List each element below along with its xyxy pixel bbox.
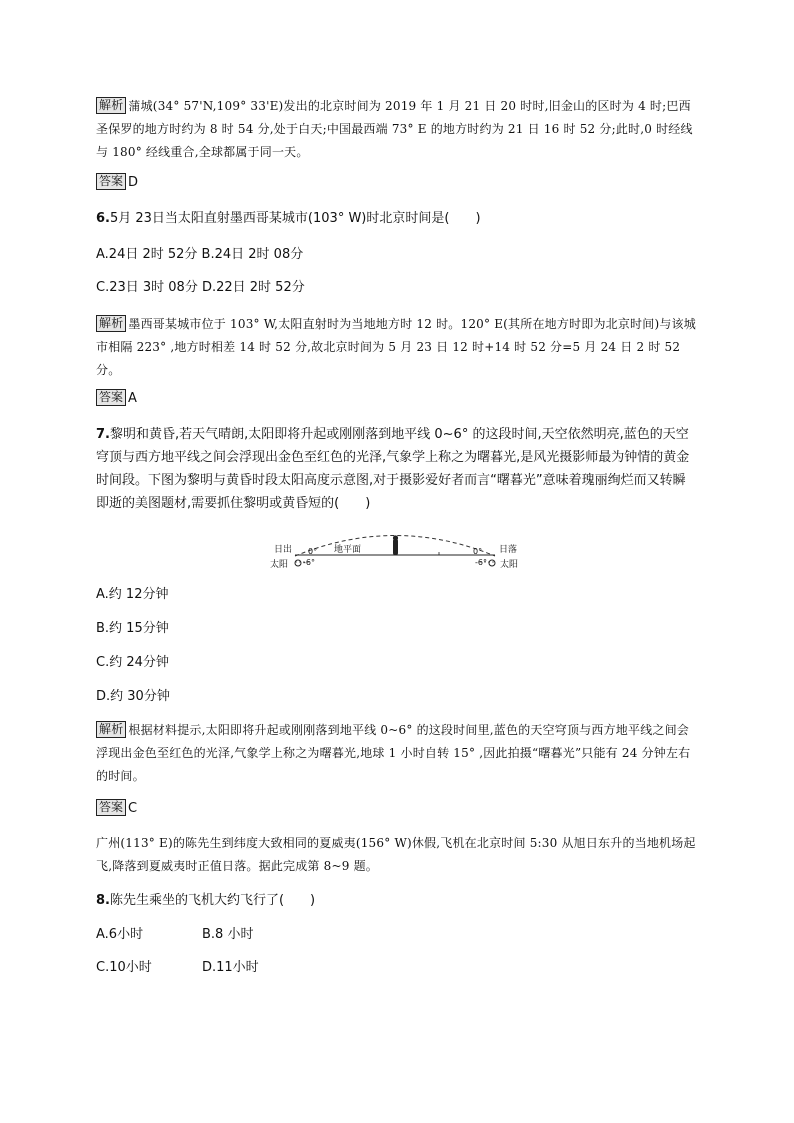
q7-option-a[interactable]: A.约 12分钟 (96, 587, 169, 602)
sun-icon-right (489, 560, 495, 566)
q8-options-row-2 (96, 958, 696, 978)
question-stem: 黎明和黄昏,若天气晴朗,太阳即将升起或刚刚落到地平线 0~6° 的这段时间,天空依然明亮,蓝色的天空穹顶与西方地平线之间会浮现出金色至红色的光泽,气象学上称之为曙暮光,是风光摄影师最为钟情的黄金时间段。下图为黎明与黄昏时段太阳高度示意图,对于摄影爱好者而言“曙暮光”意味着瑰丽绚烂而又转瞬即逝的美图题材,需要抓住黎明或黄昏短的( ) (96, 427, 690, 511)
horizon-label: 地平面 (334, 545, 362, 555)
sunset-label: 日落 (499, 545, 518, 555)
analysis-block-5 (96, 95, 696, 164)
question-7 (96, 423, 696, 515)
answer-value: D (128, 175, 139, 190)
answer-block-7 (96, 799, 696, 816)
question-stem: 陈先生乘坐的飞机大约飞行了( ) (109, 893, 316, 908)
q8-options-row-1 (96, 925, 696, 945)
analysis-tag: 解析 (96, 97, 126, 114)
zero-degree-left: 0° (308, 547, 318, 556)
answer-value: A (128, 391, 137, 406)
q6-options-row-2[interactable]: C.23日 3时 08分 D.22日 2时 52分 (96, 280, 305, 295)
question-number: 6. (96, 211, 110, 226)
answer-value: C (128, 801, 138, 816)
question-number: 7. (96, 427, 110, 442)
analysis-text: 根据材料提示,太阳即将升起或刚刚落到地平线 0~6° 的这段时间里,蓝色的天空穹顶与西方地平线之间会浮现出金色至红色的光泽,气象学上称之为曙暮光,地球 1 小时自转 15° ,因此拍摄“曙暮光”只能有 24 分钟左右的时间。 (96, 723, 691, 783)
q6-options-row-1[interactable]: A.24日 2时 52分 B.24日 2时 08分 (96, 247, 304, 262)
question-stem: 5月 23日当太阳直射墨西哥某城市(103° W)时北京时间是( ) (109, 211, 481, 226)
question-number: 8. (96, 893, 110, 908)
answer-tag: 答案 (96, 389, 126, 406)
q7-option-c[interactable]: C.约 24分钟 (96, 655, 169, 670)
sun-label-right: 太阳 (500, 560, 519, 570)
question-8 (96, 889, 696, 912)
zero-degree-right: 0° (473, 547, 483, 556)
observer-figure (393, 539, 398, 555)
q8-option-c[interactable]: C.10小时 (96, 960, 152, 975)
twilight-diagram (270, 533, 540, 573)
sun-icon-left (295, 560, 301, 566)
answer-tag: 答案 (96, 173, 126, 190)
material-passage: 广州(113° E)的陈先生到纬度大致相同的夏威夷(156° W)休假,飞机在北京时间 5:30 从旭日东升的当地机场起飞,降落到夏威夷时正值日落。据此完成第 8~9 题。 (96, 836, 696, 873)
q8-option-d[interactable]: D.11小时 (202, 960, 259, 975)
q8-option-b[interactable]: B.8 小时 (202, 927, 254, 942)
analysis-text: 蒲城(34° 57'N,109° 33'E)发出的北京时间为 2019 年 1 月 21 日 20 时时,旧金山的区时为 4 时;巴西圣保罗的地方时约为 8 时 54 分,处于白天;中国最西端 73° E 的地方时约为 21 日 16 时 52 分;此时,0 时经线与 180° 经线重合,全球都属于同一天。 (96, 99, 693, 159)
analysis-block-6 (96, 313, 696, 382)
minus-six-right: -6° (475, 558, 487, 567)
answer-block-5 (96, 173, 696, 190)
q7-option-b[interactable]: B.约 15分钟 (96, 621, 169, 636)
answer-block-6 (96, 389, 696, 406)
sunrise-label: 日出 (274, 545, 293, 555)
answer-tag: 答案 (96, 799, 126, 816)
analysis-tag: 解析 (96, 721, 126, 738)
analysis-text: 墨西哥某城市位于 103° W,太阳直射时为当地地方时 12 时。120° E(其所在地方时即为北京时间)与该城市相隔 223° ,地方时相差 14 时 52 分,故北京时间为 5 月 23 日 12 时+14 时 52 分=5 月 24 日 2 时 52 分。 (96, 317, 696, 377)
q7-option-d[interactable]: D.约 30分钟 (96, 689, 170, 704)
question-6 (96, 207, 696, 230)
sun-label-left: 太阳 (270, 560, 289, 570)
q8-option-a[interactable]: A.6小时 (96, 927, 144, 942)
minus-six-left: -6° (303, 558, 315, 567)
analysis-block-7 (96, 719, 696, 788)
analysis-tag: 解析 (96, 315, 126, 332)
observer-head (393, 535, 398, 540)
